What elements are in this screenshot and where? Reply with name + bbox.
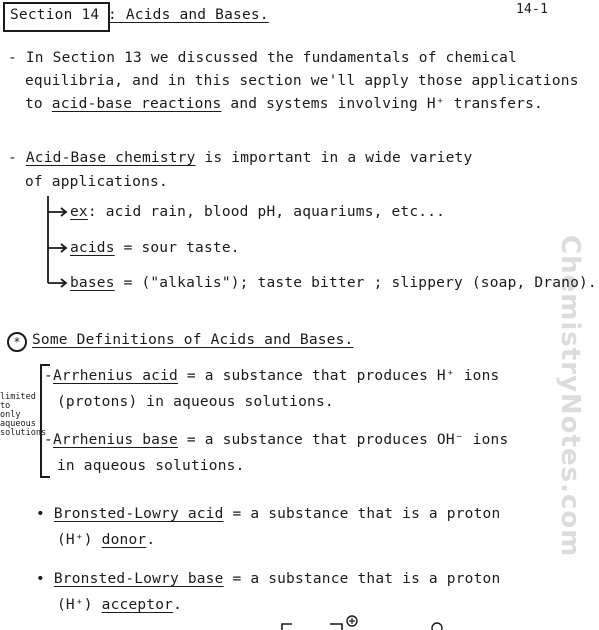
bl-acid-term: Bronsted-Lowry acid xyxy=(53,506,224,522)
intro-line-2: equilibria, and in this section we'll apply those applications xyxy=(25,73,579,89)
bases-text: = ("alkalis"); taste bitter ; slippery (soap, Drano). xyxy=(114,275,597,291)
side-note-3: only xyxy=(0,410,21,420)
bullet-icon: • xyxy=(36,571,45,587)
intro-line-1: - In Section 13 we discussed the fundamentals of chemical xyxy=(8,50,517,66)
bl-base-text: = a substance that is a proton xyxy=(223,571,501,587)
acids-text: = sour taste. xyxy=(114,240,240,256)
definitions-heading-text: Some Definitions of Acids and Bases. xyxy=(32,332,354,348)
arrhenius-base-term: Arrhenius base xyxy=(52,432,178,448)
side-note-1: limited xyxy=(0,392,36,402)
page-number: 14-1 xyxy=(516,2,549,17)
bl-acid-text: = a substance that is a proton xyxy=(223,506,501,522)
watermark: ChemistryNotes.com xyxy=(555,235,585,558)
page-title-text: : Acids and Bases. xyxy=(108,7,269,23)
side-note-5: solutions xyxy=(0,428,47,438)
importance-line-1-post: is important in a wide variety xyxy=(195,150,473,166)
arrhenius-base-line: -Arrhenius base = a substance that produces OH⁻ ions xyxy=(44,432,509,448)
side-note-4: aqueous xyxy=(0,419,36,429)
importance-line-2: of applications. xyxy=(25,174,168,190)
intro-line-3-pre: to xyxy=(25,96,52,112)
arrhenius-acid-text: = a substance that produces H⁺ ions xyxy=(177,368,500,384)
example-text: : acid rain, blood pH, aquariums, etc... xyxy=(87,204,446,220)
arrhenius-acid-term: Arrhenius acid xyxy=(52,368,178,384)
acids-label: acids xyxy=(70,240,115,256)
arrhenius-acid-line-2: (protons) in aqueous solutions. xyxy=(57,394,334,410)
bl-acid-line-2: (H⁺) donor. xyxy=(57,532,156,548)
donor-term: donor xyxy=(101,532,147,548)
side-note-2: to xyxy=(0,401,11,411)
bl-acid-line-2-pre: (H⁺) xyxy=(57,532,102,548)
acceptor-term: acceptor xyxy=(101,597,174,613)
section-label: Section 14 xyxy=(10,7,100,23)
bases-label: bases xyxy=(70,275,115,291)
arrhenius-base-line-2: in aqueous solutions. xyxy=(57,458,245,474)
arrhenius-acid-line: -Arrhenius acid = a substance that produces H⁺ ions xyxy=(44,368,500,384)
asterisk-circle-icon: * xyxy=(7,332,27,352)
acid-base-chemistry-term: Acid-Base chemistry xyxy=(25,150,196,166)
intro-line-3-post: and systems involving H⁺ transfers. xyxy=(221,96,543,112)
arrhenius-base-text: = a substance that produces OH⁻ ions xyxy=(177,432,509,448)
bl-base-line-2: (H⁺) acceptor. xyxy=(57,597,183,613)
bl-base-term: Bronsted-Lowry base xyxy=(53,571,224,587)
acid-base-reactions-term: acid-base reactions xyxy=(51,96,222,112)
example-label: ex xyxy=(70,204,88,220)
bl-base-line-2-pre: (H⁺) xyxy=(57,597,102,613)
importance-dash: - xyxy=(8,150,26,166)
bullet-icon: • xyxy=(36,506,45,522)
